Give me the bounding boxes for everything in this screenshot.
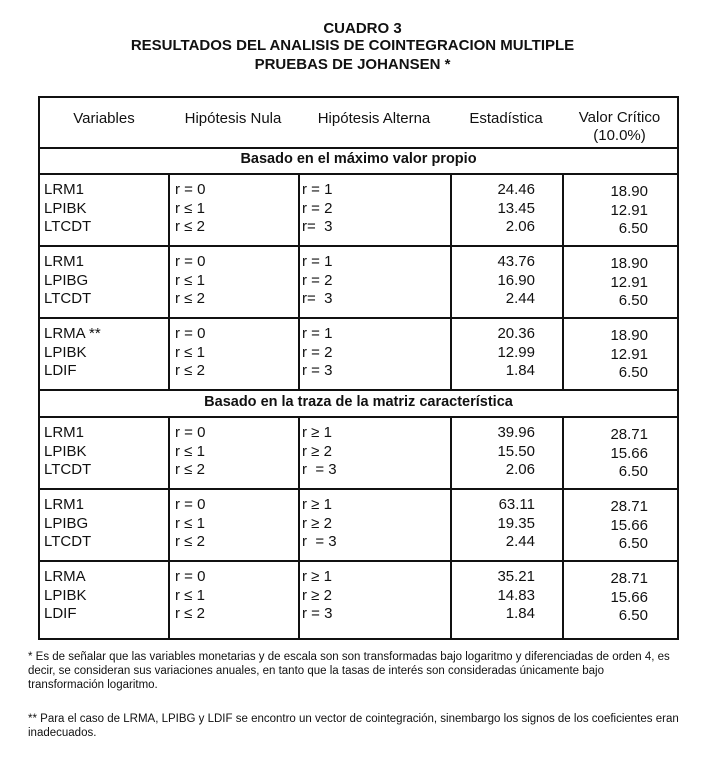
test-statistics-row: 43.76 xyxy=(497,253,535,270)
variable-names-row: LRMA ** xyxy=(44,325,101,342)
header-statistic: Estadística xyxy=(469,110,543,127)
null-hypotheses xyxy=(175,568,205,624)
footnote-transformations: * Es de señalar que las variables monetarias y de escala son son transformadas bajo logaritmo y diferenciadas de orden 4, es decir, se consideran sus variaciones anuales, en tanto que la tasas de interés son consideradas únicamente bajo transformación logaritmo. xyxy=(28,651,670,691)
test-statistics-row: 16.90 xyxy=(497,271,535,289)
block-divider xyxy=(40,245,677,247)
variable-names-row: LPIBG xyxy=(44,271,89,289)
null-hypotheses-row: r = 0 xyxy=(175,181,206,198)
section-divider xyxy=(40,173,677,175)
variable-names-row: LRMA xyxy=(44,568,86,585)
critical-values-row: 28.71 xyxy=(610,426,648,443)
header-variables: Variables xyxy=(73,110,135,127)
null-hypotheses-row: r = 0 xyxy=(175,568,206,585)
variable-names-row: LTCDT xyxy=(44,218,92,235)
table-subtitle: PRUEBAS DE JOHANSEN * xyxy=(254,56,451,73)
column-divider xyxy=(450,418,452,638)
alternative-hypotheses-row: r = 2 xyxy=(302,271,333,289)
table-title: RESULTADOS DEL ANALISIS DE COINTEGRACION MULTIPLE xyxy=(130,37,575,54)
section-divider xyxy=(40,416,677,418)
variable-names xyxy=(44,325,101,381)
null-hypotheses-row: r ≤ 1 xyxy=(175,514,205,532)
variable-names xyxy=(44,424,91,480)
null-hypotheses xyxy=(175,424,205,480)
variable-names-row: LDIF xyxy=(44,605,77,622)
alternative-hypotheses-row: r = 1 xyxy=(302,253,333,270)
alternative-hypotheses-row: r ≥ 2 xyxy=(302,514,332,532)
null-hypotheses-row: r ≤ 1 xyxy=(175,343,205,361)
block-divider xyxy=(40,488,677,490)
critical-values-row: 28.71 xyxy=(610,570,648,587)
null-hypotheses xyxy=(175,253,205,309)
test-statistics-row: 15.50 xyxy=(497,442,535,460)
test-statistics-row: 20.36 xyxy=(497,325,535,342)
test-statistics xyxy=(451,568,535,624)
critical-values xyxy=(568,570,648,626)
test-statistics xyxy=(451,424,535,480)
column-divider xyxy=(298,418,300,638)
header-critical-value-label: Valor Crítico xyxy=(578,109,661,126)
critical-values-row: 28.71 xyxy=(610,498,648,515)
null-hypotheses-row: r ≤ 2 xyxy=(175,461,205,478)
test-statistics-row: 2.44 xyxy=(505,533,535,550)
null-hypotheses-row: r ≤ 2 xyxy=(175,218,205,235)
test-block xyxy=(40,562,677,632)
variable-names xyxy=(44,568,87,624)
alternative-hypotheses-row: r ≥ 1 xyxy=(302,568,332,585)
null-hypotheses xyxy=(175,496,205,552)
variable-names-row: LPIBK xyxy=(44,343,87,361)
test-statistics-row: 14.83 xyxy=(497,586,535,604)
test-block xyxy=(40,175,677,245)
variable-names-row: LDIF xyxy=(44,362,77,379)
null-hypotheses-row: r = 0 xyxy=(175,325,206,342)
null-hypotheses-row: r = 0 xyxy=(175,253,206,270)
alternative-hypotheses xyxy=(302,424,337,480)
alternative-hypotheses-row: r = 3 xyxy=(302,533,337,550)
alternative-hypotheses-row: r ≥ 2 xyxy=(302,442,332,460)
null-hypotheses-row: r = 0 xyxy=(175,496,206,513)
critical-values-row: 15.66 xyxy=(610,444,648,462)
alternative-hypotheses-row: r ≥ 1 xyxy=(302,496,332,513)
null-hypotheses-row: r ≤ 2 xyxy=(175,362,205,379)
header-critical-value-level: (10.0%) xyxy=(593,127,646,144)
null-hypotheses-row: r ≤ 2 xyxy=(175,605,205,622)
test-statistics-row: 2.06 xyxy=(505,461,535,478)
table-number: CUADRO 3 xyxy=(323,20,402,37)
test-statistics xyxy=(451,325,535,381)
test-statistics-row: 2.44 xyxy=(505,290,535,307)
variable-names-row: LRM1 xyxy=(44,496,85,513)
column-divider xyxy=(298,175,300,390)
test-statistics-row: 1.84 xyxy=(505,362,535,379)
critical-values-row: 6.50 xyxy=(618,463,648,480)
test-statistics-row: 12.99 xyxy=(497,343,535,361)
variable-names xyxy=(44,496,91,552)
test-statistics-row: 35.21 xyxy=(497,568,535,585)
null-hypotheses-row: r = 0 xyxy=(175,424,206,441)
test-statistics xyxy=(451,253,535,309)
critical-values xyxy=(568,327,648,383)
critical-values xyxy=(568,498,648,554)
test-block xyxy=(40,247,677,317)
variable-names xyxy=(44,253,91,309)
test-block xyxy=(40,418,677,488)
critical-values xyxy=(568,183,648,239)
critical-values-row: 12.91 xyxy=(610,345,648,363)
variable-names-row: LPIBK xyxy=(44,586,87,604)
critical-values-row: 18.90 xyxy=(610,183,648,200)
alternative-hypotheses-row: r = 1 xyxy=(302,325,333,342)
section-title: Basado en el máximo valor propio xyxy=(240,151,477,167)
block-divider xyxy=(40,317,677,319)
alternative-hypotheses-row: r= 3 xyxy=(302,218,333,235)
block-divider xyxy=(40,389,677,391)
variable-names-row: LRM1 xyxy=(44,424,85,441)
variable-names-row: LTCDT xyxy=(44,533,92,550)
alternative-hypotheses xyxy=(302,496,337,552)
test-statistics-row: 63.11 xyxy=(498,496,535,513)
variable-names-row: LPIBK xyxy=(44,199,87,217)
header-null-hypothesis: Hipótesis Nula xyxy=(184,110,282,127)
test-statistics-row: 13.45 xyxy=(497,199,535,217)
footnote-cointegration-signs: ** Para el caso de LRMA, LPIBG y LDIF se encontro un vector de cointegración, sinembargo los signos de los coeficientes eran inadecuados. xyxy=(28,713,679,739)
column-divider xyxy=(168,418,170,638)
variable-names-row: LTCDT xyxy=(44,461,92,478)
header-critical-value xyxy=(562,98,677,147)
null-hypotheses-row: r ≤ 2 xyxy=(175,290,205,307)
test-statistics-row: 19.35 xyxy=(497,514,535,532)
johansen-results-table xyxy=(38,96,679,640)
critical-values-row: 6.50 xyxy=(618,292,648,309)
alternative-hypotheses xyxy=(302,253,332,309)
alternative-hypotheses-row: r = 3 xyxy=(302,362,333,379)
null-hypotheses-row: r ≤ 2 xyxy=(175,533,205,550)
column-divider xyxy=(562,418,564,638)
null-hypotheses xyxy=(175,325,205,381)
test-block xyxy=(40,319,677,389)
null-hypotheses-row: r ≤ 1 xyxy=(175,271,205,289)
null-hypotheses xyxy=(175,181,205,237)
variable-names-row: LRM1 xyxy=(44,181,85,198)
variable-names-row: LPIBK xyxy=(44,442,87,460)
critical-values xyxy=(568,255,648,311)
null-hypotheses-row: r ≤ 1 xyxy=(175,442,205,460)
test-statistics-row: 24.46 xyxy=(497,181,535,198)
alternative-hypotheses-row: r ≥ 2 xyxy=(302,586,332,604)
alternative-hypotheses-row: r = 2 xyxy=(302,199,333,217)
alternative-hypotheses-row: r ≥ 1 xyxy=(302,424,332,441)
critical-values-row: 15.66 xyxy=(610,588,648,606)
null-hypotheses-row: r ≤ 1 xyxy=(175,586,205,604)
alternative-hypotheses-row: r = 2 xyxy=(302,343,333,361)
test-statistics-row: 2.06 xyxy=(505,218,535,235)
critical-values xyxy=(568,426,648,482)
column-divider xyxy=(168,175,170,390)
variable-names-row: LRM1 xyxy=(44,253,85,270)
critical-values-row: 6.50 xyxy=(618,535,648,552)
test-statistics-row: 1.84 xyxy=(505,605,535,622)
variable-names-row: LPIBG xyxy=(44,514,89,532)
critical-values-row: 12.91 xyxy=(610,201,648,219)
critical-values-row: 12.91 xyxy=(610,273,648,291)
alternative-hypotheses-row: r = 3 xyxy=(302,461,337,478)
test-statistics xyxy=(451,496,535,552)
column-divider xyxy=(562,175,564,390)
section-title: Basado en la traza de la matriz característica xyxy=(204,394,513,410)
alternative-hypotheses xyxy=(302,568,332,624)
variable-names xyxy=(44,181,91,237)
table-header xyxy=(40,98,677,149)
test-block xyxy=(40,490,677,560)
header-alternative-hypothesis: Hipótesis Alterna xyxy=(317,110,431,127)
column-divider xyxy=(450,175,452,390)
null-hypotheses-row: r ≤ 1 xyxy=(175,199,205,217)
variable-names-row: LTCDT xyxy=(44,290,92,307)
alternative-hypotheses-row: r = 3 xyxy=(302,605,333,622)
test-statistics xyxy=(451,181,535,237)
critical-values-row: 6.50 xyxy=(618,607,648,624)
alternative-hypotheses-row: r = 1 xyxy=(302,181,333,198)
alternative-hypotheses-row: r= 3 xyxy=(302,290,333,307)
critical-values-row: 6.50 xyxy=(618,364,648,381)
alternative-hypotheses xyxy=(302,181,332,237)
test-statistics-row: 39.96 xyxy=(497,424,535,441)
block-divider xyxy=(40,560,677,562)
alternative-hypotheses xyxy=(302,325,332,381)
critical-values-row: 18.90 xyxy=(610,327,648,344)
critical-values-row: 18.90 xyxy=(610,255,648,272)
critical-values-row: 6.50 xyxy=(618,220,648,237)
critical-values-row: 15.66 xyxy=(610,516,648,534)
